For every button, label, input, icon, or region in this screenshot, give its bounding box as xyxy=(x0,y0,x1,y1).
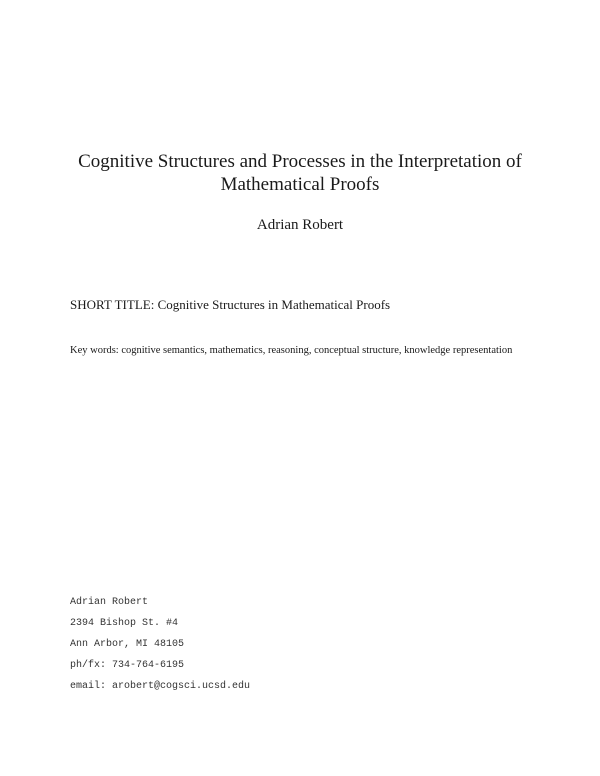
contact-city: Ann Arbor, MI 48105 xyxy=(70,639,185,650)
author-name: Adrian Robert xyxy=(256,217,344,233)
paper-title xyxy=(0,150,600,196)
contact-phone: ph/fx: 734-764-6195 xyxy=(70,660,185,671)
contact-address-block xyxy=(70,596,250,701)
contact-email: email: arobert@cogsci.ucsd.edu xyxy=(70,681,251,692)
short-title: SHORT TITLE: Cognitive Structures in Mathematical Proofs xyxy=(70,297,391,312)
contact-street: 2394 Bishop St. #4 xyxy=(70,618,179,629)
paper-title-line-1: Cognitive Structures and Processes in the Interpretation of xyxy=(78,151,522,172)
paper-title-line-2: Mathematical Proofs xyxy=(220,174,380,195)
keywords: Key words: cognitive semantics, mathematics, reasoning, conceptual structure, knowledge representation xyxy=(70,345,513,356)
contact-name: Adrian Robert xyxy=(70,597,149,608)
